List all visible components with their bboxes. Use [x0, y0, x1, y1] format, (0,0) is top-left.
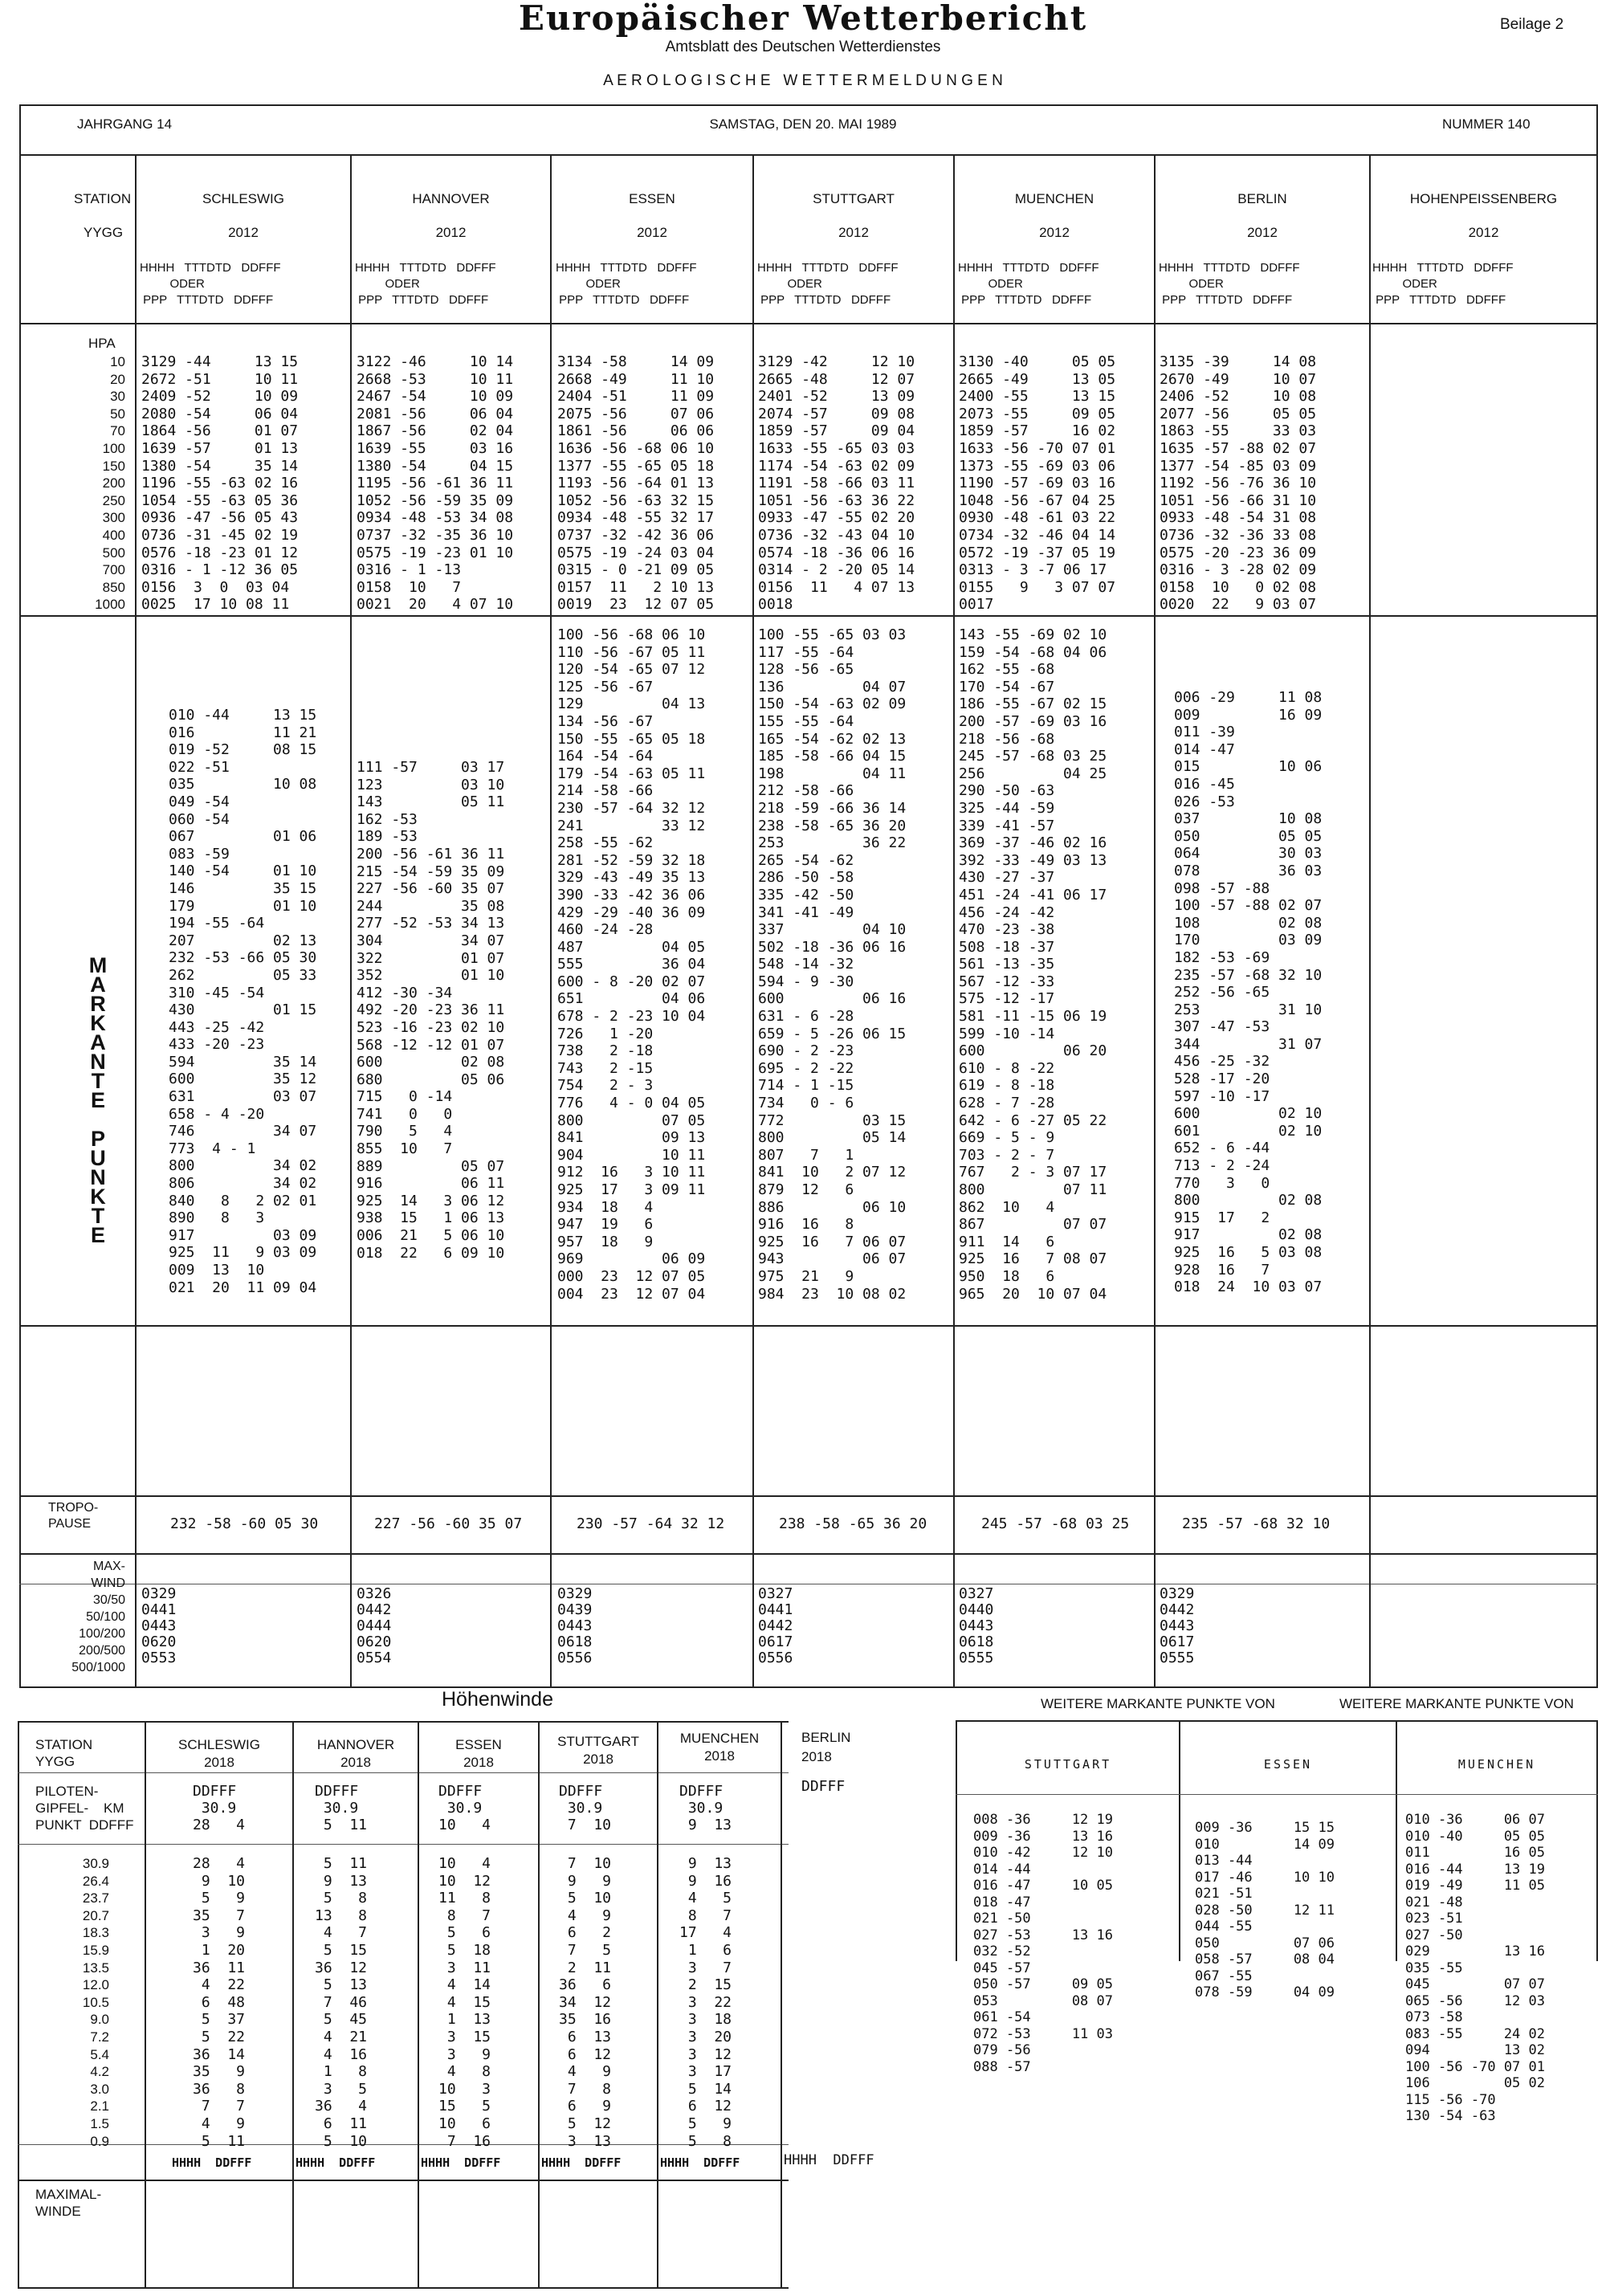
rule-std-top — [19, 323, 1598, 324]
issue-number: NUMMER 140 — [1442, 116, 1531, 132]
hw-rule-3 — [18, 2144, 789, 2145]
station-name: HOHENPEISSENBERG — [1409, 191, 1558, 206]
hw-piloten-label: PILOTEN- GIPFEL- KM PUNKT DDFFF — [35, 1784, 134, 1833]
report-subtitle: Amtsblatt des Deutschen Wetterdienstes — [665, 39, 941, 55]
hpa-levels: 10 20 30 50 70 100 150 200 250 300 400 500 700 850 1000 — [95, 354, 125, 613]
std-levels-muenchen: 3130 -40 05 05 2665 -49 13 05 2400 -55 13 15 2073 -55 09 05 1859 -57 16 02 1633 -56 -70 07 01 1373 -55 -69 03 06 1190 -57 -69 03 16 1048 -56 -67 04 25 0930 -48 -61 03 22 0734 -32 -46 04 14 0572 -19 -37 05 19 0313 - 3 -7 06 17 0155 9 3 07 07 0017 — [959, 353, 1116, 614]
hw-col-sep-4 — [538, 1721, 540, 2289]
rule-tropo-top — [19, 1495, 1598, 1497]
tropo-essen: 230 -57 -64 32 12 — [577, 1515, 725, 1532]
col-sep-2 — [350, 154, 352, 1686]
frame-right — [1596, 104, 1598, 1688]
maxwind-essen: 0329 0439 0443 0618 0556 — [557, 1585, 593, 1666]
weitere-rule-1 — [956, 1794, 1598, 1795]
station-yygg: 2012 — [838, 225, 869, 240]
maxwind-muenchen: 0327 0440 0443 0618 0555 — [959, 1585, 994, 1666]
weitere-values-muenchen: 010 -36 06 07 010 -40 05 05 011 16 05 016 -44 13 19 019 -49 11 05 021 -48 023 -51 027 -50 029 13 16 035 -55 045 07 07 065 -56 12 03 073 -58 083 -55 24 02 094 13 02 100 -56 -70 07 01 106 05 02 115 -56 -70 130 -54 -63 — [1405, 1812, 1545, 2124]
rule-maxwind-top — [19, 1553, 1598, 1555]
station-name: STUTTGART — [813, 191, 895, 206]
weitere-station-stuttgart: STUTTGART — [1024, 1757, 1112, 1772]
hw-winds-schleswig: 28 4 9 10 5 9 35 7 3 9 1 20 36 11 4 22 6 48 5 37 5 22 36 14 35 9 36 8 7 7 4 9 5 11 — [193, 1855, 246, 2150]
col-sep-4 — [752, 154, 754, 1686]
markante-hannover: 111 -57 03 17 123 03 10 143 05 11 162 -53 189 -53 200 -56 -61 36 11 215 -54 -59 35 09 227 -56 -60 35 07 244 35 08 277 -52 -53 34 13 304 34 07 322 01 07 352 01 10 412 -30 -34 492 -20 -23 36 11 523 -16 -23 02 10 568 -12 -12 01 07 600 02 08 680 05 06 715 0 -14 741 0 0 790 5 4 855 10 7 889 05 07 916 06 11 925 14 3 06 12 938 15 1 06 13 006 21 5 06 10 018 22 6 09 10 — [357, 759, 505, 1262]
std-levels-berlin: 3135 -39 14 08 2670 -49 10 07 2406 -52 10 08 2077 -56 05 05 1863 -55 33 03 1635 -57 -88 02 07 1377 -54 -85 03 09 1192 -56 -76 36 10 1051 -56 -66 31 10 0933 -48 -54 31 08 0736 -32 -36 33 08 0575 -20 -23 36 09 0316 - 3 -28 02 09 0158 10 0 02 08 0020 22 9 03 07 — [1160, 353, 1317, 614]
markante-muenchen: 143 -55 -69 02 10 159 -54 -68 04 06 162 -55 -68 170 -54 -67 186 -55 -67 02 15 200 -57 -69 03 16 218 -56 -68 245 -57 -68 03 25 256 04 25 290 -50 -63 325 -44 -59 339 -41 -57 369 -37 -46 02 16 392 -33 -49 03 13 430 -27 -37 451 -24 -41 06 17 456 -24 -42 470 -23 -38 508 -18 -37 561 -13 -35 567 -12 -33 575 -12 -17 581 -11 -15 06 19 599 -10 -14 600 06 20 610 - 8 -22 619 - 8 -18 628 - 7 -28 642 - 6 -27 05 22 669 - 5 - 9 703 - 2 - 7 767 2 - 3 07 17 800 07 11 862 10 4 867 07 07 911 14 6 925 16 7 08 07 950 18 6 965 20 10 07 04 — [959, 626, 1107, 1303]
hw-maximal-winde-label: MAXIMAL- WINDE — [35, 2187, 102, 2219]
std-levels-schleswig: 3129 -44 13 15 2672 -51 10 11 2409 -52 10 09 2080 -54 06 04 1864 -56 01 07 1639 -57 01 13 1380 -54 35 14 1196 -55 -63 02 16 1054 -55 -63 05 36 0936 -47 -56 05 43 0736 -31 -45 02 19 0576 -18 -23 01 12 0316 - 1 -12 36 05 0156 3 0 03 04 0025 17 10 08 11 — [141, 353, 299, 614]
col-sep-3 — [550, 154, 552, 1686]
weitere-col-left — [956, 1720, 957, 1961]
maxwind-hannover: 0326 0442 0444 0620 0554 — [357, 1585, 392, 1666]
col-sep-5 — [953, 154, 955, 1686]
beilage-label: Beilage 2 — [1500, 16, 1564, 33]
station-yygg: 2012 — [1039, 225, 1070, 240]
col-subheader: HHHH TTTDTD DDFFF ODER PPP TTTDTD DDFFF — [355, 261, 496, 307]
hpa-label: HPA — [88, 336, 116, 351]
hoehenwinde-title: Höhenwinde — [442, 1688, 553, 1711]
markante-berlin: 006 -29 11 08 009 16 09 011 -39 014 -47 015 10 06 016 -45 026 -53 037 10 08 050 05 05 064 30 03 078 36 03 098 -57 -88 100 -57 -88 02 07 108 02 08 170 03 09 182 -53 -69 235 -57 -68 32 10 252 -56 -65 253 31 10 307 -47 -53 344 31 07 456 -25 -32 528 -17 -20 597 -10 -17 600 02 10 601 02 10 652 - 6 -44 713 - 2 -24 770 3 0 800 02 08 915 17 2 917 02 08 925 16 5 03 08 928 16 7 018 24 10 03 07 — [1174, 689, 1323, 1296]
station-yygg: 2012 — [1468, 225, 1499, 240]
weitere-station-essen: ESSEN — [1263, 1757, 1313, 1772]
hw-km-levels: 30.9 26.4 23.7 20.7 18.3 15.9 13.5 12.0 10.5 9.0 7.2 5.4 4.2 3.0 2.1 1.5 0.9 — [82, 1856, 109, 2149]
hw-pilot-essen: DDFFF 30.9 10 4 — [438, 1783, 491, 1833]
weitere-title-2: WEITERE MARKANTE PUNKTE VON — [1339, 1696, 1574, 1711]
station-name: ESSEN — [629, 191, 675, 206]
rule-main-bottom — [19, 1686, 1598, 1688]
col-sep-6 — [1154, 154, 1156, 1686]
frame-top — [19, 104, 1598, 106]
markante-schleswig: 010 -44 13 15 016 11 21 019 -52 08 15 022 -51 035 10 08 049 -54 060 -54 067 01 06 083 -59 140 -54 01 10 146 35 15 179 01 10 194 -55 -64 207 02 13 232 -53 -66 05 30 262 05 33 310 -45 -54 430 01 15 443 -25 -42 433 -20 -23 594 35 14 600 35 12 631 03 07 658 - 4 -20 746 34 07 773 4 - 1 800 34 02 806 34 02 840 8 2 02 01 890 8 3 917 03 09 925 11 9 03 09 009 13 10 021 20 11 09 04 — [169, 707, 317, 1296]
maxwind-schleswig: 0329 0441 0443 0620 0553 — [141, 1585, 177, 1666]
yygg-label: YYGG — [84, 225, 124, 240]
weitere-frame-top — [956, 1720, 1598, 1722]
station-name: SCHLESWIG — [202, 191, 285, 206]
hw-pilot-hannover: DDFFF 30.9 5 11 — [315, 1783, 368, 1833]
hw-pilot-berlin: DDFFF — [801, 1778, 846, 1795]
col-subheader: HHHH TTTDTD DDFFF ODER PPP TTTDTD DDFFF — [556, 261, 697, 307]
station-yygg: 2012 — [637, 225, 667, 240]
hw-footer-hannover: HHHH DDFFF — [296, 2155, 376, 2170]
hw-pilot-schleswig: DDFFF 30.9 28 4 — [193, 1783, 246, 1833]
weitere-col-right — [1596, 1720, 1598, 1961]
tropo-schleswig: 232 -58 -60 05 30 — [170, 1515, 319, 1532]
tropo-stuttgart: 238 -58 -65 36 20 — [779, 1515, 927, 1532]
station-yygg: 2012 — [228, 225, 259, 240]
hw-frame-top — [18, 1721, 789, 1723]
section-title: A E R O L O G I S C H E W E T T E R M E L D U N G E N — [603, 72, 1003, 89]
hw-station-muenchen: MUENCHEN 2018 — [679, 1731, 760, 1764]
hw-footer-stuttgart: HHHH DDFFF — [541, 2155, 622, 2170]
weitere-station-muenchen: MUENCHEN — [1457, 1757, 1536, 1772]
hw-footer-berlin: HHHH DDFFF — [784, 2152, 874, 2168]
hw-col-sep-3 — [418, 1721, 419, 2289]
report-title: Europäischer Wetterbericht — [518, 0, 1088, 38]
weitere-col-sep-2 — [1396, 1720, 1397, 1961]
hw-col-sep-2 — [292, 1721, 294, 2289]
hw-col-sep-6 — [781, 1721, 782, 2289]
maxwind-stuttgart: 0327 0441 0442 0617 0556 — [758, 1585, 793, 1666]
hw-col-sep-1 — [145, 1721, 146, 2289]
weitere-col-sep-1 — [1179, 1720, 1180, 1961]
station-yygg: 2012 — [435, 225, 467, 240]
hw-winds-hannover: 5 11 9 13 5 8 13 8 4 7 5 15 36 12 5 13 7 46 5 45 4 21 4 16 1 8 3 5 36 4 6 11 5 10 — [315, 1855, 368, 2150]
col-subheader: HHHH TTTDTD DDFFF ODER PPP TTTDTD DDFFF — [1159, 261, 1300, 307]
hw-station-hannover: HANNOVER 2018 — [316, 1737, 395, 1770]
hw-footer-essen: HHHH DDFFF — [421, 2155, 501, 2170]
rule-markante-top — [19, 615, 1598, 617]
hw-station-berlin: BERLIN 2018 — [801, 1730, 851, 1764]
hw-station-stuttgart: STUTTGART 2018 — [557, 1734, 639, 1767]
hw-footer-schleswig: HHHH DDFFF — [172, 2155, 252, 2170]
station-name: BERLIN — [1237, 191, 1287, 206]
issue-date: SAMSTAG, DEN 20. MAI 1989 — [709, 116, 897, 132]
maxwind-label: MAX- WIND 30/50 50/100 100/200 200/500 500/1000 — [71, 1560, 125, 1674]
hw-rule-1 — [18, 1772, 789, 1773]
station-label: STATION — [74, 191, 132, 206]
col-subheader: HHHH TTTDTD DDFFF ODER PPP TTTDTD DDFFF — [140, 261, 281, 307]
hw-footer-muenchen: HHHH DDFFF — [660, 2155, 740, 2170]
frame-left — [19, 104, 21, 1688]
hw-winds-essen: 10 4 10 12 11 8 8 7 5 6 5 18 3 11 4 14 4 15 1 13 3 15 3 9 4 8 10 3 15 5 10 6 7 16 — [438, 1855, 491, 2150]
hw-station-essen: ESSEN 2018 — [455, 1737, 502, 1770]
hw-winds-muenchen: 9 13 9 16 4 5 8 7 17 4 1 6 3 7 2 15 3 22 3 18 3 20 3 12 3 17 5 14 6 12 5 9 5 8 — [679, 1855, 732, 2150]
hw-pilot-stuttgart: DDFFF 30.9 7 10 — [559, 1783, 612, 1833]
hw-col-sep-5 — [657, 1721, 658, 2289]
station-name: HANNOVER — [412, 191, 490, 206]
station-name: MUENCHEN — [1014, 191, 1094, 206]
std-levels-essen: 3134 -58 14 09 2668 -49 11 10 2404 -51 11 09 2075 -56 07 06 1861 -56 06 06 1636 -56 -68 06 10 1377 -55 -65 05 18 1193 -56 -64 01 13 1052 -56 -63 32 15 0934 -48 -55 32 17 0737 -32 -42 36 06 0575 -19 -24 03 04 0315 - 0 -21 09 05 0157 11 2 10 13 0019 23 12 07 05 — [557, 353, 715, 614]
markante-essen: 100 -56 -68 06 10 110 -56 -67 05 11 120 -54 -65 07 12 125 -56 -67 129 04 13 134 -56 -67 150 -55 -65 05 18 164 -54 -64 179 -54 -63 05 11 214 -58 -66 230 -57 -64 32 12 241 33 12 258 -55 -62 281 -52 -59 32 18 329 -43 -49 35 13 390 -33 -42 36 06 429 -29 -40 36 09 460 -24 -28 487 04 05 555 36 04 600 - 8 -20 02 07 651 04 06 678 - 2 -23 10 04 726 1 -20 738 2 -18 743 2 -15 754 2 - 3 776 4 - 0 04 05 800 07 05 841 09 13 904 10 11 912 16 3 10 11 925 17 3 09 11 934 18 4 947 19 6 957 18 9 969 06 09 000 23 12 07 05 004 23 12 07 04 — [557, 626, 706, 1303]
hw-frame-bottom — [18, 2287, 789, 2289]
maxwind-berlin: 0329 0442 0443 0617 0555 — [1160, 1585, 1195, 1666]
col-subheader: HHHH TTTDTD DDFFF ODER PPP TTTDTD DDFFF — [958, 261, 1099, 307]
hw-station-schleswig: SCHLESWIG 2018 — [177, 1737, 261, 1770]
rule-markante-bottom — [19, 1325, 1598, 1327]
std-levels-hannover: 3122 -46 10 14 2668 -53 10 11 2467 -54 10 09 2081 -56 06 04 1867 -56 02 04 1639 -55 03 16 1380 -54 04 15 1195 -56 -61 36 11 1052 -56 -59 35 09 0934 -48 -53 34 08 0737 -32 -35 36 10 0575 -19 -23 01 10 0316 - 1 -13 0158 10 7 0021 20 4 07 10 — [357, 353, 514, 614]
markante-stuttgart: 100 -55 -65 03 03 117 -55 -64 128 -56 -65 136 04 07 150 -54 -63 02 09 155 -55 -64 165 -54 -62 02 13 185 -58 -66 04 15 198 04 11 212 -58 -66 218 -59 -66 36 14 238 -58 -65 36 20 253 36 22 265 -54 -62 286 -50 -58 335 -42 -50 341 -41 -49 337 04 10 502 -18 -36 06 16 548 -14 -32 594 - 9 -30 600 06 16 631 - 6 -28 659 - 5 -26 06 15 690 - 2 -23 695 - 2 -22 714 - 1 -15 734 0 - 6 772 03 15 800 05 14 807 7 1 841 10 2 07 12 879 12 6 886 06 10 916 16 8 925 16 7 06 07 943 06 07 975 21 9 984 23 10 08 02 — [758, 626, 907, 1303]
weitere-title-1: WEITERE MARKANTE PUNKTE VON — [1041, 1696, 1275, 1711]
tropo-muenchen: 245 -57 -68 03 25 — [981, 1515, 1130, 1532]
col-sep-1 — [135, 154, 137, 1686]
hw-station-label: STATION YYGG — [35, 1737, 93, 1769]
col-subheader: HHHH TTTDTD DDFFF ODER PPP TTTDTD DDFFF — [1372, 261, 1514, 307]
markante-punkte-label: M A R K A N T E P U N K T E — [88, 953, 108, 1247]
frame-sub-top — [19, 154, 1598, 156]
col-sep-7 — [1369, 154, 1371, 1686]
tropo-hannover: 227 -56 -60 35 07 — [374, 1515, 523, 1532]
hw-frame-left — [18, 1721, 19, 2289]
col-subheader: HHHH TTTDTD DDFFF ODER PPP TTTDTD DDFFF — [757, 261, 899, 307]
tropo-berlin: 235 -57 -68 32 10 — [1182, 1515, 1331, 1532]
std-levels-stuttgart: 3129 -42 12 10 2665 -48 12 07 2401 -52 13 09 2074 -57 09 08 1859 -57 09 04 1633 -55 -65 03 03 1174 -54 -63 02 09 1191 -58 -66 03 11 1051 -56 -63 36 22 0933 -47 -55 02 20 0736 -32 -43 04 10 0574 -18 -36 06 16 0314 - 2 -20 05 14 0156 11 4 07 13 0018 — [758, 353, 915, 614]
hw-pilot-muenchen: DDFFF 30.9 9 13 — [679, 1783, 732, 1833]
jahrgang-label: JAHRGANG 14 — [77, 116, 173, 132]
station-yygg: 2012 — [1247, 225, 1278, 240]
weitere-values-essen: 009 -36 15 15 010 14 09 013 -44 017 -46 10 10 021 -51 028 -50 12 11 044 -55 050 07 06 058 -57 08 04 067 -55 078 -59 04 09 — [1195, 1820, 1335, 2000]
tropopause-label: TROPO- PAUSE — [48, 1501, 99, 1531]
hw-rule-4 — [18, 2180, 789, 2181]
hw-winds-stuttgart: 7 10 9 9 5 10 4 9 6 2 7 5 2 11 36 6 34 12 35 16 6 13 6 12 4 9 7 8 6 9 5 12 3 13 — [559, 1855, 612, 2150]
hw-rule-2 — [18, 1844, 789, 1845]
weitere-values-stuttgart: 008 -36 12 19 009 -36 13 16 010 -42 12 10 014 -44 016 -47 10 05 018 -47 021 -50 027 -53 13 16 032 -52 045 -57 050 -57 09 05 053 08 07 061 -54 072 -53 11 03 079 -56 088 -57 — [973, 1812, 1113, 2075]
